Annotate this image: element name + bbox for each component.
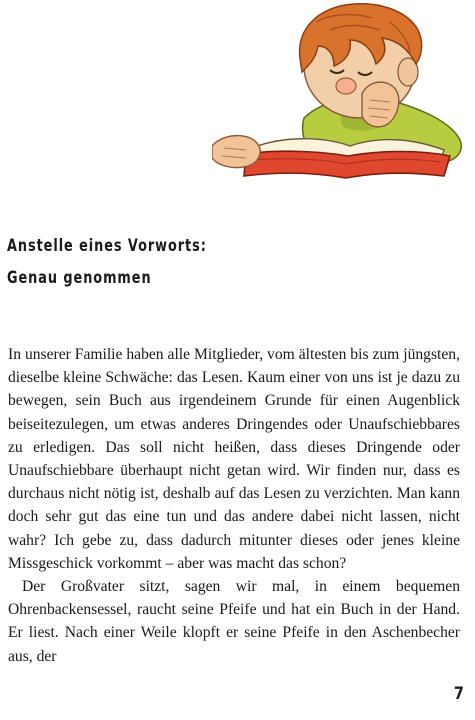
paragraph-1: In unserer Familie haben alle Mitglieder, vom ältesten bis zum jüngsten, dieselbe kleine Schwäche: das Lesen. Kaum einer von uns ist je dazu zu bewegen, sein Buch aus irgendeinem Grunde für einen Augenblick beiseitezulegen, um etwas anderes Dringendes oder Unaufschiebbares zu erledigen. Das soll nicht heißen, dass dieses Dringende oder Unaufschiebbare überhaupt nicht getan wird. Wir finden nur, dass es durchaus nicht nötig ist, deshalb auf das Lesen zu verzichten. Man kann doch sehr gut das eine tun und das andere dabei nicht lassen, nicht wahr? Ich gebe zu, dass dadurch mitunter dieses oder jenes kleine Missgeschick vorkommt – aber was macht das schon? bbox=[8, 346, 460, 572]
paragraph-2: Der Großvater sitzt, sagen wir mal, in einem bequemen Ohrenbackensessel, raucht seine Pfeife und hat ein Buch in der Hand. Er liest. Nach einer Weile klopft er seine Pfeife in den Aschenbecher aus, der bbox=[8, 578, 460, 665]
boy-reading-book-illustration bbox=[212, 0, 464, 192]
page-number: 7 bbox=[454, 684, 465, 704]
body-text bbox=[8, 343, 460, 668]
left-hand bbox=[212, 136, 260, 168]
nose-shape bbox=[336, 78, 356, 94]
boy-reading-book-icon bbox=[212, 0, 464, 192]
heading-line-1: Anstelle eines Vorworts: bbox=[7, 236, 207, 255]
book-cover bbox=[244, 151, 450, 178]
chapter-heading bbox=[7, 230, 366, 294]
heading-line-2: Genau genommen bbox=[7, 268, 152, 287]
